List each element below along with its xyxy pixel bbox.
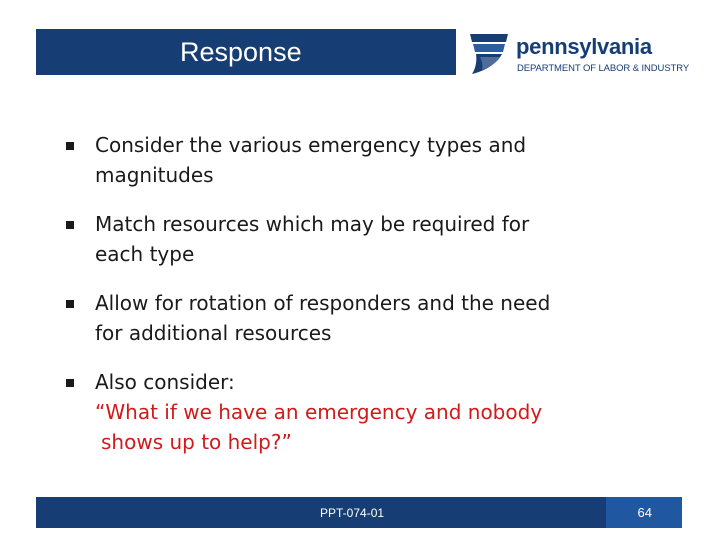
bullet-item (66, 130, 676, 190)
square-bullet-icon (66, 142, 74, 150)
logo-wordmark: pennsylvania (516, 34, 652, 59)
quote-line: “What if we have an emergency and nobody (95, 400, 543, 424)
square-bullet-icon (66, 379, 74, 387)
bullet-text-line: for additional resources (95, 321, 332, 345)
bullet-text-line: Consider the various emergency types and (95, 133, 527, 157)
footer-code: PPT-074-01 (320, 505, 385, 520)
pennsylvania-logo (466, 30, 696, 80)
bullet-text-line: Also consider: (95, 370, 235, 394)
title-bar (36, 29, 456, 75)
footer-bar (36, 497, 682, 528)
bullet-list (66, 130, 676, 476)
keystone-icon (466, 30, 512, 76)
logo-department: DEPARTMENT OF LABOR & INDUSTRY (517, 63, 690, 74)
bullet-text-line: Match resources which may be required for (95, 212, 530, 236)
square-bullet-icon (66, 221, 74, 229)
bullet-item (66, 367, 676, 457)
bullet-text-line: each type (95, 242, 195, 266)
page-number: 64 (637, 505, 652, 520)
bullet-item (66, 209, 676, 269)
bullet-text-line: Allow for rotation of responders and the need (95, 291, 551, 315)
quote-line: shows up to help?” (101, 430, 292, 454)
bullet-text-line: magnitudes (95, 163, 214, 187)
bullet-item (66, 288, 676, 348)
square-bullet-icon (66, 300, 74, 308)
slide-title: Response (180, 36, 302, 67)
